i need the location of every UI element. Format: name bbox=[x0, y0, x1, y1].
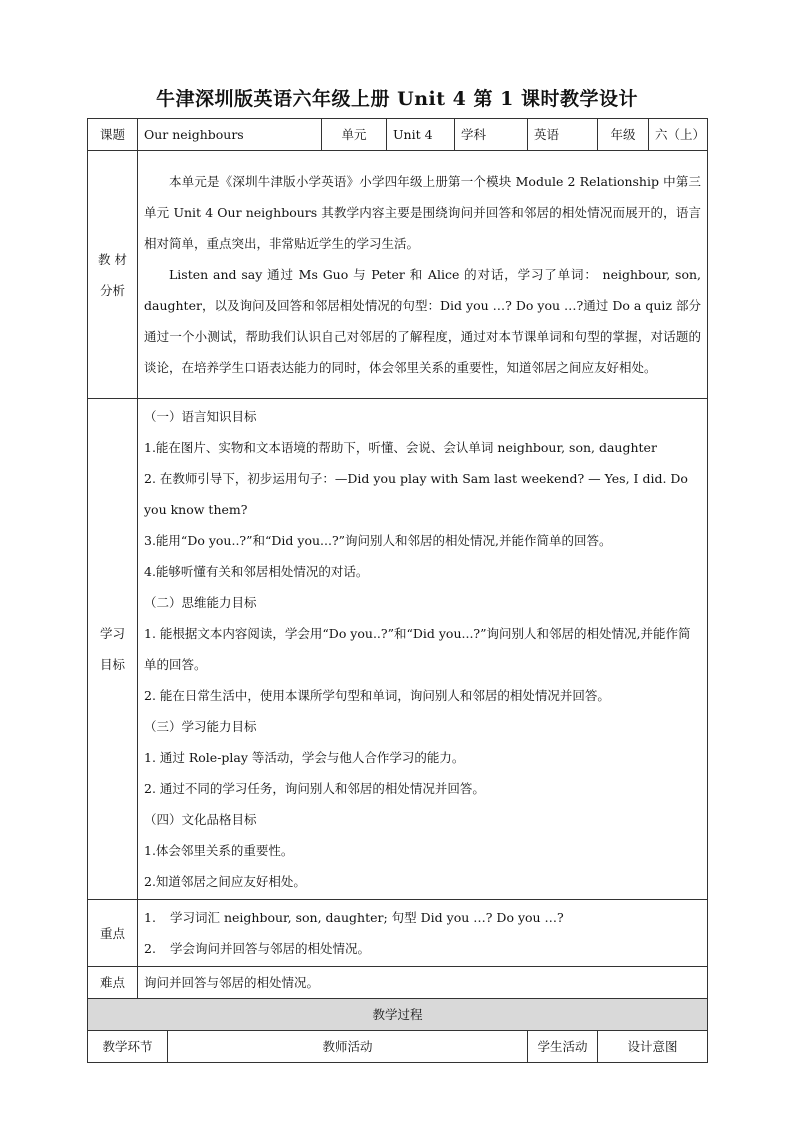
key-points-label: 重点 bbox=[88, 900, 138, 967]
objective-line: 2. 在教师引导下，初步运用句子：—Did you play with Sam last weekend? — Yes, I did. Do you know them? bbox=[144, 471, 688, 517]
difficulties-label: 难点 bbox=[88, 967, 138, 999]
process-header: 教学过程 bbox=[88, 999, 708, 1031]
col-teacher-activity: 教师活动 bbox=[168, 1031, 528, 1063]
objective-heading: （四）文化品格目标 bbox=[144, 812, 257, 827]
topic-label: 课题 bbox=[88, 119, 138, 151]
objective-line: 3.能用“Do you..?”和“Did you...?”询问别人和邻居的相处情况,并能作简单的回答。 bbox=[144, 533, 612, 548]
objectives-content bbox=[138, 399, 708, 900]
objective-heading: （一）语言知识目标 bbox=[144, 409, 257, 424]
objective-heading: （三）学习能力目标 bbox=[144, 719, 257, 734]
analysis-content bbox=[138, 151, 708, 399]
analysis-paragraph: Listen and say 通过 Ms Guo 与 Peter 和 Alice 的对话，学习了单词： neighbour, son, daughter，以及询问及回答和邻居相处情况的句型：Did you …? Do you …?通过 Do a quiz 部分通过一个小测试，帮助我们认识自己对邻居的了解程度，通过对本节课单词和句型的掌握，对话题的谈论，在培养学生口语表达能力的同时，体会邻里关系的重要性，知道邻居之间应友好相处。 bbox=[144, 267, 702, 375]
objective-line: 1. 能根据文本内容阅读，学会用“Do you..?”和“Did you...?”询问别人和邻居的相处情况,并能作简单的回答。 bbox=[144, 626, 691, 672]
subject-label: 学科 bbox=[455, 119, 528, 151]
objective-line: 1.体会邻里关系的重要性。 bbox=[144, 843, 294, 858]
lesson-plan-table bbox=[87, 118, 708, 1063]
unit-value: Unit 4 bbox=[387, 119, 455, 151]
header-row bbox=[88, 119, 708, 151]
key-point-item bbox=[144, 902, 701, 933]
objectives-row bbox=[88, 399, 708, 900]
key-points-content bbox=[138, 900, 708, 967]
objective-heading: （二）思维能力目标 bbox=[144, 595, 257, 610]
key-point-number: 2. bbox=[144, 941, 156, 956]
key-point-text: 学习词汇 neighbour, son, daughter; 句型 Did you …? Do you …? bbox=[170, 910, 564, 925]
objective-line: 1.能在图片、实物和文本语境的帮助下，听懂、会说、会认单词 neighbour, son, daughter bbox=[144, 440, 657, 455]
objectives-label bbox=[88, 399, 138, 900]
col-stage: 教学环节 bbox=[88, 1031, 168, 1063]
analysis-label-line1: 教 材 bbox=[98, 251, 127, 267]
key-point-text: 学会询问并回答与邻居的相处情况。 bbox=[170, 941, 371, 956]
key-points-row bbox=[88, 900, 708, 967]
objective-line: 1. 通过 Role-play 等活动，学会与他人合作学习的能力。 bbox=[144, 750, 465, 765]
analysis-row bbox=[88, 151, 708, 399]
process-header-row bbox=[88, 999, 708, 1031]
unit-label: 单元 bbox=[322, 119, 387, 151]
objective-line: 4.能够听懂有关和邻居相处情况的对话。 bbox=[144, 564, 369, 579]
analysis-paragraph: 本单元是《深圳牛津版小学英语》小学四年级上册第一个模块 Module 2 Relationship 中第三单元 Unit 4 Our neighbours 其教学内容主要是围绕询问并回答和邻居的相处情况而展开的，语言相对简单，重点突出，非常贴近学生的学习生活。 bbox=[144, 174, 702, 251]
col-student-activity: 学生活动 bbox=[528, 1031, 598, 1063]
objectives-label-line2: 目标 bbox=[99, 657, 125, 672]
grade-value: 六（上） bbox=[649, 119, 708, 151]
key-point-item bbox=[144, 933, 701, 964]
analysis-label-line2: 分析 bbox=[99, 282, 125, 298]
key-point-number: 1. bbox=[144, 910, 156, 925]
objective-line: 2. 能在日常生活中，使用本课所学句型和单词，询问别人和邻居的相处情况并回答。 bbox=[144, 688, 610, 703]
grade-label: 年级 bbox=[598, 119, 649, 151]
objective-line: 2. 通过不同的学习任务，询问别人和邻居的相处情况并回答。 bbox=[144, 781, 485, 796]
process-columns-row bbox=[88, 1031, 708, 1063]
col-design-intent: 设计意图 bbox=[598, 1031, 708, 1063]
difficulties-row bbox=[88, 967, 708, 999]
subject-value: 英语 bbox=[528, 119, 598, 151]
analysis-label bbox=[88, 151, 138, 399]
objectives-label-line1: 学习 bbox=[99, 626, 125, 641]
objective-line: 2.知道邻居之间应友好相处。 bbox=[144, 874, 306, 889]
difficulties-content: 询问并回答与邻居的相处情况。 bbox=[138, 967, 708, 999]
topic-value: Our neighbours bbox=[138, 119, 322, 151]
document-title: 牛津深圳版英语六年级上册 Unit 4 第 1 课时教学设计 bbox=[156, 88, 638, 110]
